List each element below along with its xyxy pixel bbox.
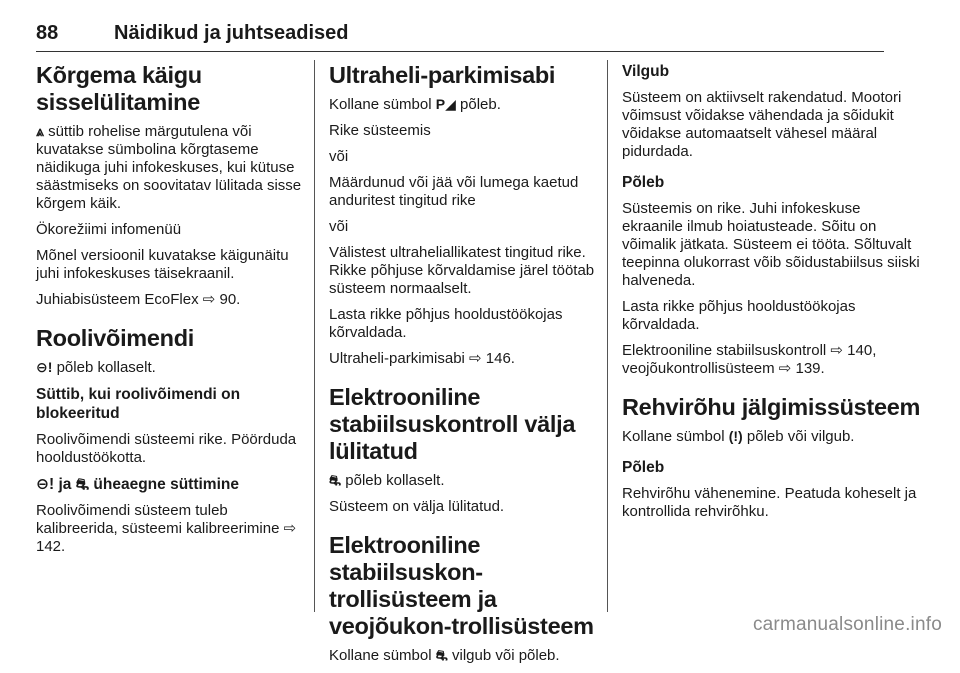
paragraph: Määrdunud või jää või lumega kaetud anduritest tingitud rike (329, 174, 579, 209)
esc-icon: ⛐ (75, 476, 90, 493)
paragraph: ⩓ süttib rohelise märgutulena või kuvatakse sümbolina kõrgtaseme näidikuga juhi infokeskuses, kui kütuse säästmiseks on soovitatav lülitada sisse kõrgem käik. (36, 123, 302, 212)
column-3 (622, 62, 922, 529)
column-divider (314, 60, 315, 612)
paragraph-ref: Juhiabisüsteem EcoFlex ⇨ 90. (36, 291, 241, 308)
paragraph: või (329, 148, 349, 165)
section-title-esc-tc: Elektrooniline stabiilsuskon-trollisüsteem ja veojõukon-trollisüsteem (329, 532, 594, 639)
column-divider (607, 60, 608, 612)
paragraph: Mõnel versioonil kuvatakse käigunäitu juhi infokeskuses täisekraanil. (36, 247, 289, 282)
page-number: 88 (36, 22, 59, 44)
paragraph: Süsteem on välja lülitatud. (329, 498, 505, 515)
paragraph-ref: Roolivõimendi süsteem tuleb kalibreerida, süsteemi kalibreerimine ⇨ 142. (36, 502, 297, 555)
subheading: Põleb (622, 174, 665, 191)
column-1 (36, 62, 302, 564)
paragraph: või (329, 218, 349, 235)
section-title-esc-off: Elektrooniline stabiilsuskontroll välja lülitatud (329, 384, 576, 464)
upshift-icon: ⩓ (36, 123, 44, 139)
paragraph: Süsteem on aktiivselt rakendatud. Mootori võimsust võidakse vähendada ja sõidukit võidakse automaatselt vähesel määral pidurdada. (622, 89, 902, 160)
column-2 (329, 62, 595, 673)
paragraph-ref: Elektrooniline stabiilsuskontroll ⇨ 140, veojõukontrollisüsteem ⇨ 139. (622, 342, 877, 377)
paragraph: Kollane sümbol P◢ põleb. (329, 96, 501, 113)
paragraph: Ökorežiimi infomenüü (36, 221, 182, 238)
subheading: Põleb (622, 459, 665, 476)
esc-off-icon: ⛐ (329, 472, 342, 488)
section-title-power-steering: Roolivõimendi (36, 325, 194, 351)
steering-warning-icon: ⊖! (36, 476, 55, 493)
paragraph: Lasta rikke põhjus hooldustöökojas kõrvaldada. (622, 298, 856, 333)
paragraph: Roolivõimendi süsteemi rike. Pöörduda hooldustöökotta. (36, 431, 297, 466)
section-title-upshift: Kõrgema käigu sisselülitamine (36, 62, 202, 115)
steering-warning-icon: ⊖! (36, 359, 53, 375)
paragraph-ref: Ultraheli-parkimisabi ⇨ 146. (329, 350, 515, 367)
paragraph: Rike süsteemis (329, 122, 431, 139)
paragraph: Rehvirõhu vähenemine. Peatuda koheselt ja kontrollida rehvirõhku. (622, 485, 917, 520)
paragraph: Välistest ultraheliallikatest tingitud rike. Rikke põhjuse kõrvaldamise järel töötab süsteem normaalselt. (329, 244, 595, 297)
page-header (36, 24, 884, 52)
watermark: carmanualsonline.info (752, 614, 942, 635)
paragraph: Süsteemis on rike. Juhi infokeskuse ekraanile ilmub hoiatusteade. Sõitu on võimalik jätkata. Süsteem ei tööta. Sõltuvalt teepinna olukorrast võib sõidustabiilsus siiski halveneda. (622, 200, 920, 289)
page-title: Näidikud ja juhtseadised (114, 22, 349, 44)
subheading: Süttib, kui roolivõimendi on blokeeritud (36, 386, 241, 422)
paragraph: Kollane sümbol (!) põleb või vilgub. (622, 428, 855, 445)
subheading: ⊖! ja ⛐ üheaegne süttimine (36, 476, 239, 493)
section-title-tpms: Rehvirõhu jälgimissüsteem (622, 394, 921, 420)
tire-pressure-icon: (!) (728, 428, 743, 444)
section-title-parking: Ultraheli-parkimisabi (329, 62, 556, 88)
paragraph: ⊖! põleb kollaselt. (36, 359, 156, 376)
paragraph: Lasta rikke põhjus hooldustöökojas kõrvaldada. (329, 306, 563, 341)
subheading: Vilgub (622, 63, 670, 80)
paragraph: ⛐ põleb kollaselt. (329, 472, 445, 489)
esc-icon: ⛐ (435, 647, 448, 663)
paragraph: Kollane sümbol ⛐ vilgub või põleb. (329, 647, 560, 664)
parking-sensor-icon: P◢ (435, 96, 456, 112)
